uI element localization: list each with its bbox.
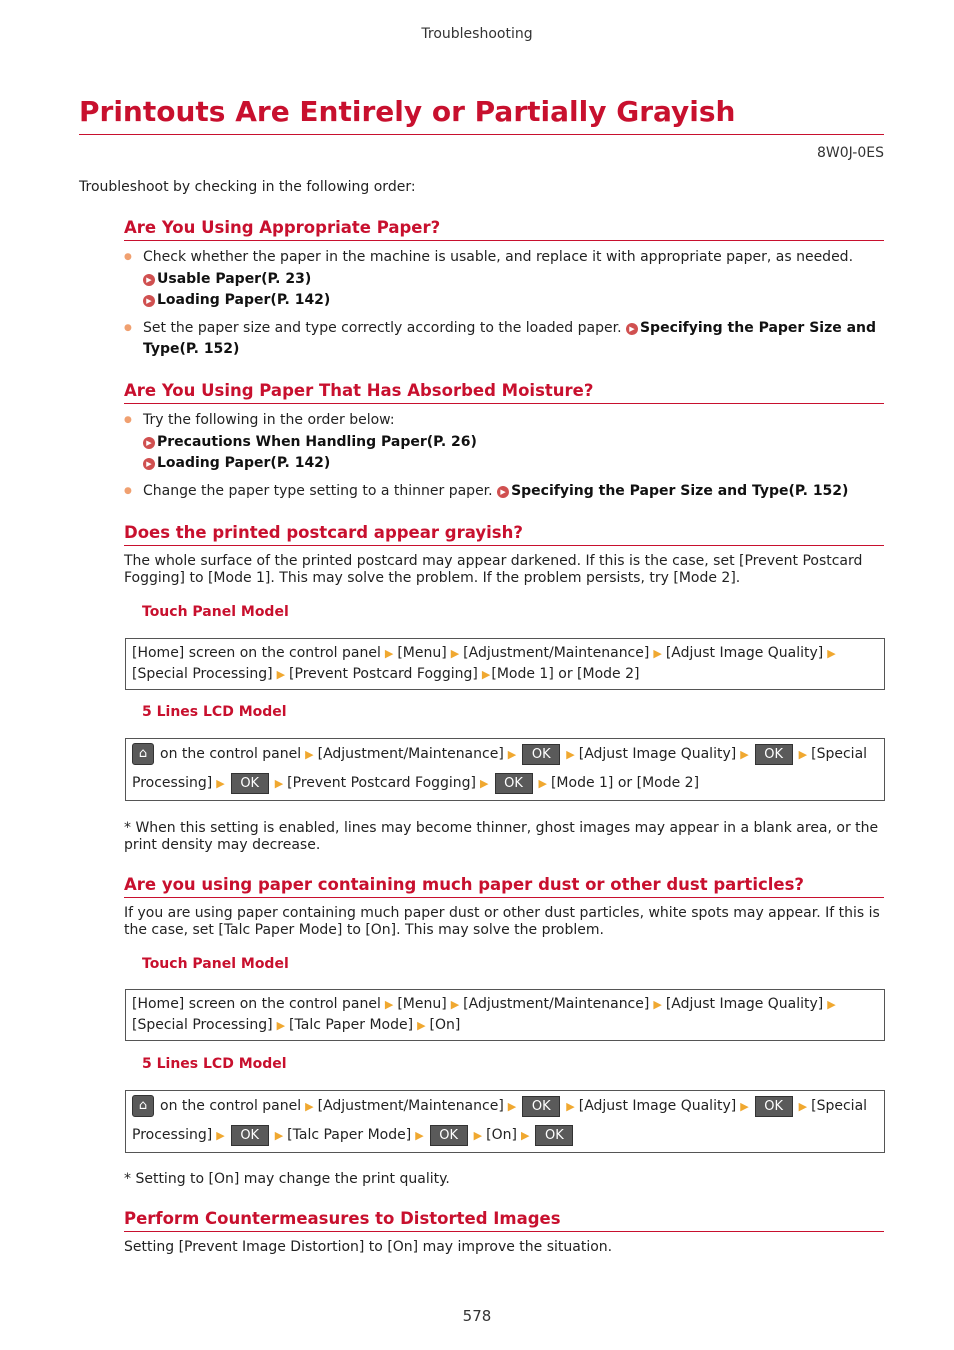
touch-panel-label: Touch Panel Model bbox=[142, 604, 289, 620]
step-arrow-icon: ▶ bbox=[740, 748, 749, 761]
ok-key-icon: OK bbox=[522, 1096, 560, 1117]
list-item bbox=[124, 247, 884, 312]
list-item bbox=[124, 481, 884, 503]
section-heading-appropriate-paper: Are You Using Appropriate Paper? bbox=[124, 217, 884, 241]
step-arrow-icon: ▶ bbox=[274, 777, 284, 790]
bullet-list-moisture bbox=[124, 410, 884, 508]
step-arrow-icon: ▶ bbox=[216, 1129, 225, 1142]
bullet-text: Try the following in the order below: bbox=[143, 412, 395, 428]
bullet-text: Check whether the paper in the machine is usable, and replace it with appropriate paper, as needed. bbox=[143, 249, 854, 265]
ok-key-icon: OK bbox=[755, 744, 793, 765]
document-id: 8W0J-0ES bbox=[817, 145, 884, 161]
step-arrow-icon: ▶ bbox=[507, 1100, 517, 1113]
link-arrow-icon: ▶ bbox=[143, 458, 155, 470]
touch-panel-procedure-postcard: [Home] screen on the control panel ▶ [Menu] ▶ [Adjustment/Maintenance] ▶ [Adjust Image Quality] ▶ [Special Processing] ▶ [Prevent Postcard Fogging] ▶[Mode 1] or [Mode 2] bbox=[125, 638, 885, 690]
step-arrow-icon: ▶ bbox=[473, 1129, 483, 1142]
ok-key-icon: OK bbox=[231, 1125, 269, 1146]
step-arrow-icon: ▶ bbox=[384, 647, 394, 660]
touch-panel-label: Touch Panel Model bbox=[142, 956, 289, 972]
home-key-icon: ⌂ bbox=[132, 743, 154, 765]
step-arrow-icon: ▶ bbox=[566, 748, 575, 761]
section-heading-paper-dust: Are you using paper containing much paper dust or other dust particles? bbox=[124, 874, 884, 898]
step-arrow-icon: ▶ bbox=[538, 777, 547, 790]
link-arrow-icon: ▶ bbox=[497, 486, 509, 498]
step-arrow-icon: ▶ bbox=[827, 647, 836, 660]
step-arrow-icon: ▶ bbox=[276, 668, 286, 681]
link-paper-size-type[interactable]: ▶ Specifying the Paper Size and Type(P. 152) bbox=[143, 319, 877, 357]
step-arrow-icon: ▶ bbox=[276, 1019, 286, 1032]
step-arrow-icon: ▶ bbox=[566, 1100, 575, 1113]
postcard-note: * When this setting is enabled, lines may become thinner, ghost images may appear in a blank area, or the print density may decrease. bbox=[124, 820, 879, 853]
bullet-list-appropriate-paper bbox=[124, 247, 884, 367]
section-heading-moisture: Are You Using Paper That Has Absorbed Moisture? bbox=[124, 380, 884, 404]
section-heading-distorted-images: Perform Countermeasures to Distorted Images bbox=[124, 1208, 884, 1232]
lcd-procedure-postcard: ⌂ on the control panel ▶ [Adjustment/Maintenance] ▶ OK ▶ [Adjust Image Quality] ▶ OK ▶ [Special Processing] ▶ OK ▶ [Prevent Postcard Fogging] ▶ OK ▶ [Mode 1] or [Mode 2] bbox=[125, 738, 885, 801]
link-usable-paper[interactable]: ▶ Usable Paper(P. 23) bbox=[143, 269, 884, 291]
step-arrow-icon: ▶ bbox=[520, 1129, 530, 1142]
step-arrow-icon: ▶ bbox=[415, 1129, 424, 1142]
distortion-body: Setting [Prevent Image Distortion] to [On] may improve the situation. bbox=[124, 1239, 613, 1255]
touch-panel-procedure-talc: [Home] screen on the control panel ▶ [Menu] ▶ [Adjustment/Maintenance] ▶ [Adjust Image Quality] ▶ [Special Processing] ▶ [Talc Paper Mode] ▶ [On] bbox=[125, 989, 885, 1041]
step-arrow-icon: ▶ bbox=[274, 1129, 284, 1142]
step-arrow-icon: ▶ bbox=[740, 1100, 749, 1113]
step-arrow-icon: ▶ bbox=[507, 748, 517, 761]
step-arrow-icon: ▶ bbox=[305, 1100, 314, 1113]
link-arrow-icon: ▶ bbox=[143, 295, 155, 307]
link-paper-size-type[interactable]: ▶ Specifying the Paper Size and Type(P. 152) bbox=[497, 483, 848, 499]
bullet-text: Change the paper type setting to a thinner paper. bbox=[143, 482, 493, 499]
step-arrow-icon: ▶ bbox=[653, 998, 662, 1011]
list-item bbox=[124, 410, 884, 475]
running-head: Troubleshooting bbox=[421, 26, 533, 42]
step-arrow-icon: ▶ bbox=[481, 668, 491, 681]
link-precautions-paper[interactable]: ▶ Precautions When Handling Paper(P. 26) bbox=[143, 432, 884, 454]
lcd-model-label: 5 Lines LCD Model bbox=[142, 1056, 287, 1072]
ok-key-icon: OK bbox=[495, 773, 533, 794]
step-arrow-icon: ▶ bbox=[653, 647, 662, 660]
page-title: Printouts Are Entirely or Partially Grayish bbox=[79, 94, 884, 135]
section-heading-postcard: Does the printed postcard appear grayish? bbox=[124, 522, 884, 546]
step-arrow-icon: ▶ bbox=[417, 1019, 426, 1032]
link-loading-paper[interactable]: ▶ Loading Paper(P. 142) bbox=[143, 453, 884, 475]
paper-dust-body: If you are using paper containing much paper dust or other dust particles, white spots may appear. If this is the case, set [Talc Paper Mode] to [On]. This may solve the problem. bbox=[124, 905, 880, 938]
step-arrow-icon: ▶ bbox=[216, 777, 225, 790]
talc-note: * Setting to [On] may change the print quality. bbox=[124, 1171, 450, 1187]
step-arrow-icon: ▶ bbox=[798, 1100, 808, 1113]
step-arrow-icon: ▶ bbox=[384, 998, 394, 1011]
page-number: 578 bbox=[462, 1307, 492, 1325]
ok-key-icon: OK bbox=[522, 744, 560, 765]
ok-key-icon: OK bbox=[755, 1096, 793, 1117]
lcd-procedure-talc: ⌂ on the control panel ▶ [Adjustment/Maintenance] ▶ OK ▶ [Adjust Image Quality] ▶ OK ▶ [Special Processing] ▶ OK ▶ [Talc Paper Mode] ▶ OK ▶ [On] ▶ OK bbox=[125, 1090, 885, 1153]
step-arrow-icon: ▶ bbox=[827, 998, 836, 1011]
ok-key-icon: OK bbox=[430, 1125, 468, 1146]
bullet-text: Set the paper size and type correctly according to the loaded paper. bbox=[143, 319, 622, 336]
link-arrow-icon: ▶ bbox=[143, 437, 155, 449]
step-arrow-icon: ▶ bbox=[450, 647, 460, 660]
link-loading-paper[interactable]: ▶ Loading Paper(P. 142) bbox=[143, 290, 884, 312]
link-arrow-icon: ▶ bbox=[143, 274, 155, 286]
intro-text: Troubleshoot by checking in the following order: bbox=[79, 179, 416, 195]
postcard-body: The whole surface of the printed postcard may appear darkened. If this is the case, set [Prevent Postcard Fogging] to [Mode 1]. This may solve the problem. If the problem persists, try [Mode 2]. bbox=[124, 553, 863, 586]
home-key-icon: ⌂ bbox=[132, 1095, 154, 1117]
step-arrow-icon: ▶ bbox=[798, 748, 808, 761]
lcd-model-label: 5 Lines LCD Model bbox=[142, 704, 287, 720]
ok-key-icon: OK bbox=[231, 773, 269, 794]
list-item bbox=[124, 318, 884, 361]
step-arrow-icon: ▶ bbox=[305, 748, 314, 761]
link-arrow-icon: ▶ bbox=[626, 323, 638, 335]
step-arrow-icon: ▶ bbox=[480, 777, 489, 790]
ok-key-icon: OK bbox=[535, 1125, 573, 1146]
step-arrow-icon: ▶ bbox=[450, 998, 460, 1011]
